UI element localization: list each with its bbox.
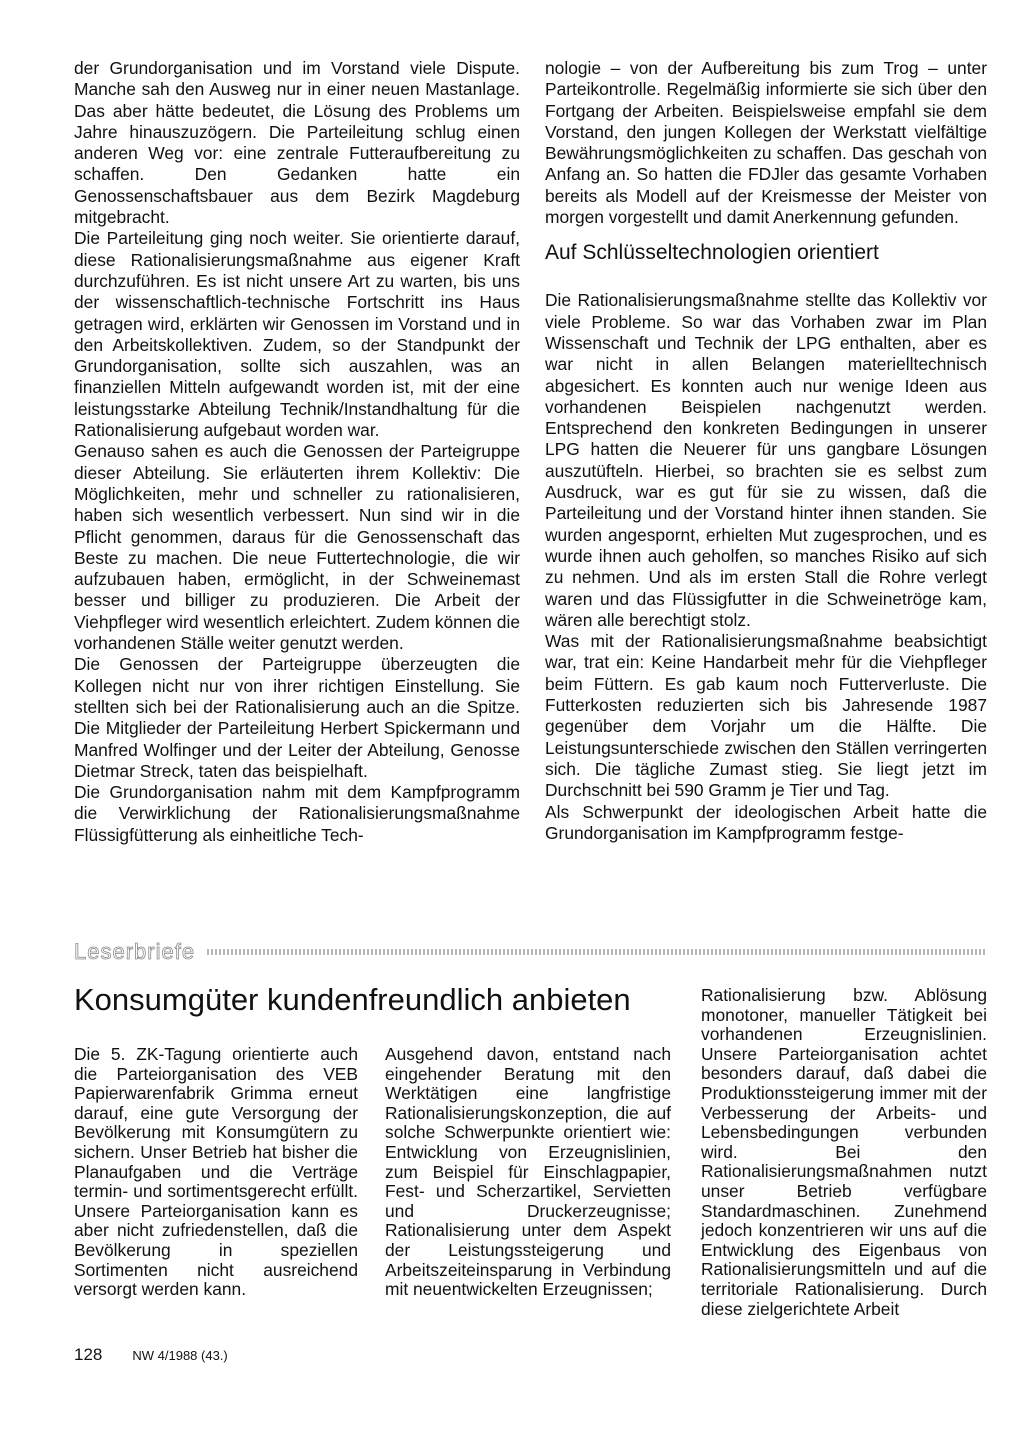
- paragraph: Rationalisierung bzw. Ablösung monotoner, manueller Tätigkeit bei vorhandenen Erzeugnislinien. Unsere Parteiorganisation achtet besonders darauf, daß dabei die Produktionssteigerung immer mit der Verbesserung der Arbeits- und Lebensbedingungen verbunden wird. Bei den Rationalisierungsmaßnahmen nutzt unser Betrieb verfügbare Standardmaschinen. Zunehmend jedoch konzentrieren wir uns auf die Entwicklung des Eigenbaus von Rationalisierungsmitteln und auf die territoriale Rationalisierung. Durch diese zielgerichtete Arbeit: [701, 985, 987, 1319]
- page-footer: [74, 1345, 474, 1365]
- page-number: 128: [74, 1345, 103, 1364]
- section-divider: [207, 949, 986, 955]
- paragraph: Die 5. ZK-Tagung orientierte auch die Parteiorganisation des VEB Papierwarenfabrik Grimma erneut darauf, eine gute Versorgung der Bevölkerung mit Konsumgütern zu sichern. Unser Betrieb hat bisher die Planaufgaben und die Verträge termin- und sortimentsgerecht erfüllt. Unsere Parteiorganisation kann es aber nicht zufriedenstellen, daß die Bevölkerung in speziellen Sortimenten nicht ausreichend versorgt werden kann.: [74, 1044, 358, 1300]
- paragraph: Die Rationalisierungsmaßnahme stellte das Kollektiv vor viele Probleme. So war das Vorhaben zwar im Plan Wissenschaft und Technik der LPG enthalten, aber es war nicht in allen Belangen materielltechnisch abgesichert. Es konnten auch nur wenige Ideen aus vorhandenen Beispielen nachgenutzt werden. Entsprechend den konkreten Bedingungen in unserer LPG hatten die Neuerer für uns gangbare Lösungen auszutüfteln. Hierbei, so brachten sie es selbst zum Ausdruck, war es gut für sie zu wissen, daß die Parteileitung und der Vorstand hinter ihnen standen. Sie wurden angespornt, erhielten Mut zugesprochen, und es wurde ihnen auch geholfen, so manches Risiko auf sich zu nehmen. Und als im ersten Stall die Rohre verlegt waren und das Flüssigfutter in die Schweinetröge kam, wären alle berechtigt stolz.: [545, 290, 987, 630]
- paragraph: der Grundorganisation und im Vorstand viele Dispute. Manche sah den Ausweg nur in einer neuen Mastanlage. Das aber hätte bedeutet, die Lösung des Problems um Jahre hinauszuzögern. Die Parteileitung schlug einen anderen Weg vor: eine zentrale Futteraufbereitung zu schaffen. Den Gedanken hatte ein Genossenschaftsbauer aus dem Bezirk Magdeburg mitgebracht.: [74, 58, 520, 228]
- paragraph: Was mit der Rationalisierungsmaßnahme beabsichtigt war, trat ein: Keine Handarbeit mehr für die Viehpfleger beim Füttern. Es gab kaum noch Futterverluste. Die Futterkosten reduzierten sich bis Jahresende 1987 gegenüber dem Vorjahr um die Hälfte. Die Leistungsunterschiede zwischen den Ställen verringerten sich. Die tägliche Zumast stieg. Sie liegt jetzt im Durchschnitt bei 590 Gramm je Tier und Tag.: [545, 631, 987, 801]
- section-label: [74, 938, 986, 966]
- paragraph: Als Schwerpunkt der ideologischen Arbeit hatte die Grundorganisation im Kampfprogramm festge-: [545, 801, 987, 843]
- letter-column-3: [701, 986, 987, 1319]
- issue-reference: NW 4/1988 (43.): [132, 1348, 228, 1363]
- paragraph: Genauso sahen es auch die Genossen der Parteigruppe dieser Abteilung. Sie erläuterten ihrem Kollektiv: Die Möglichkeiten, mehr und schneller zu rationalisieren, haben sich wesentlich verbessert. Nun sind wir in die Pflicht genommen, daraus für die Genossenschaft das Beste zu machen. Die neue Futtertechnologie, die wir aufzubauen haben, ermöglicht, in der Schweinemast besser und billiger zu produzieren. Die Arbeit der Viehpfleger wird wesentlich erleichtert. Zudem können die vorhandenen Ställe weiter genutzt werden.: [74, 441, 520, 654]
- letter-column-2: [385, 1045, 671, 1300]
- article-column-right: [545, 58, 987, 844]
- paragraph: Die Parteileitung ging noch weiter. Sie orientierte darauf, diese Rationalisierungsmaßnahme aus eigener Kraft durchzuführen. Es ist nicht unsere Art zu warten, bis uns der wissenschaftlich-technische Fortschritt ins Haus getragen wird, erklärten wir Genossen im Vorstand und in den Arbeitskollektiven. Zudem, so der Standpunkt der Grundorganisation, sollte sich auszahlen, was an finanziellen Mitteln aufgewandt worden ist, mit der eine leistungsstarke Abteilung Technik/Instandhaltung für die Rationalisierung aufgebaut worden war.: [74, 228, 520, 441]
- paragraph: nologie – von der Aufbereitung bis zum Trog – unter Parteikontrolle. Regelmäßig informierte sie sich über den Fortgang der Arbeiten. Beispielsweise empfahl sie dem Vorstand, den jungen Kollegen der Werkstatt vielfältige Bewährungsmöglichkeiten zu schaffen. Das geschah von Anfang an. So hatten die FDJler das gesamte Vorhaben bereits als Modell auf der Kreismesse der Meister von morgen vorgestellt und damit Anerkennung gefunden.: [545, 58, 987, 228]
- article-column-left: [74, 58, 520, 846]
- paragraph: Die Grundorganisation nahm mit dem Kampfprogramm die Verwirklichung der Rationalisierungsmaßnahme Flüssigfütterung als einheitliche Tech-: [74, 782, 520, 845]
- subheading: Auf Schlüsseltechnologien orientiert: [545, 241, 879, 265]
- paragraph: Ausgehend davon, entstand nach eingehender Beratung mit den Werktätigen eine langfristige Rationalisierungskonzeption, die auf solche Schwerpunkte orientiert wie: Entwicklung von Erzeugnislinien, zum Beispiel für Einschlagpapier, Fest- und Scherzartikel, Servietten und Druckerzeugnisse; Rationalisierung unter dem Aspekt der Leistungssteigerung und Arbeitszeiteinsparung in Verbindung mit neuentwickelten Erzeugnissen;: [385, 1044, 671, 1300]
- paragraph: Die Genossen der Parteigruppe überzeugten die Kollegen nicht nur von ihrer richtigen Einstellung. Sie stellten sich bei der Rationalisierung auch an die Spitze. Die Mitglieder der Parteileitung Herbert Spickermann und Manfred Wolfinger und der Leiter der Abteilung, Genosse Dietmar Streck, taten das beispielhaft.: [74, 654, 520, 781]
- letter-title: Konsumgüter kundenfreundlich anbieten: [74, 982, 631, 1017]
- letter-column-1: [74, 1045, 358, 1300]
- section-label-text: Leserbriefe: [74, 939, 196, 964]
